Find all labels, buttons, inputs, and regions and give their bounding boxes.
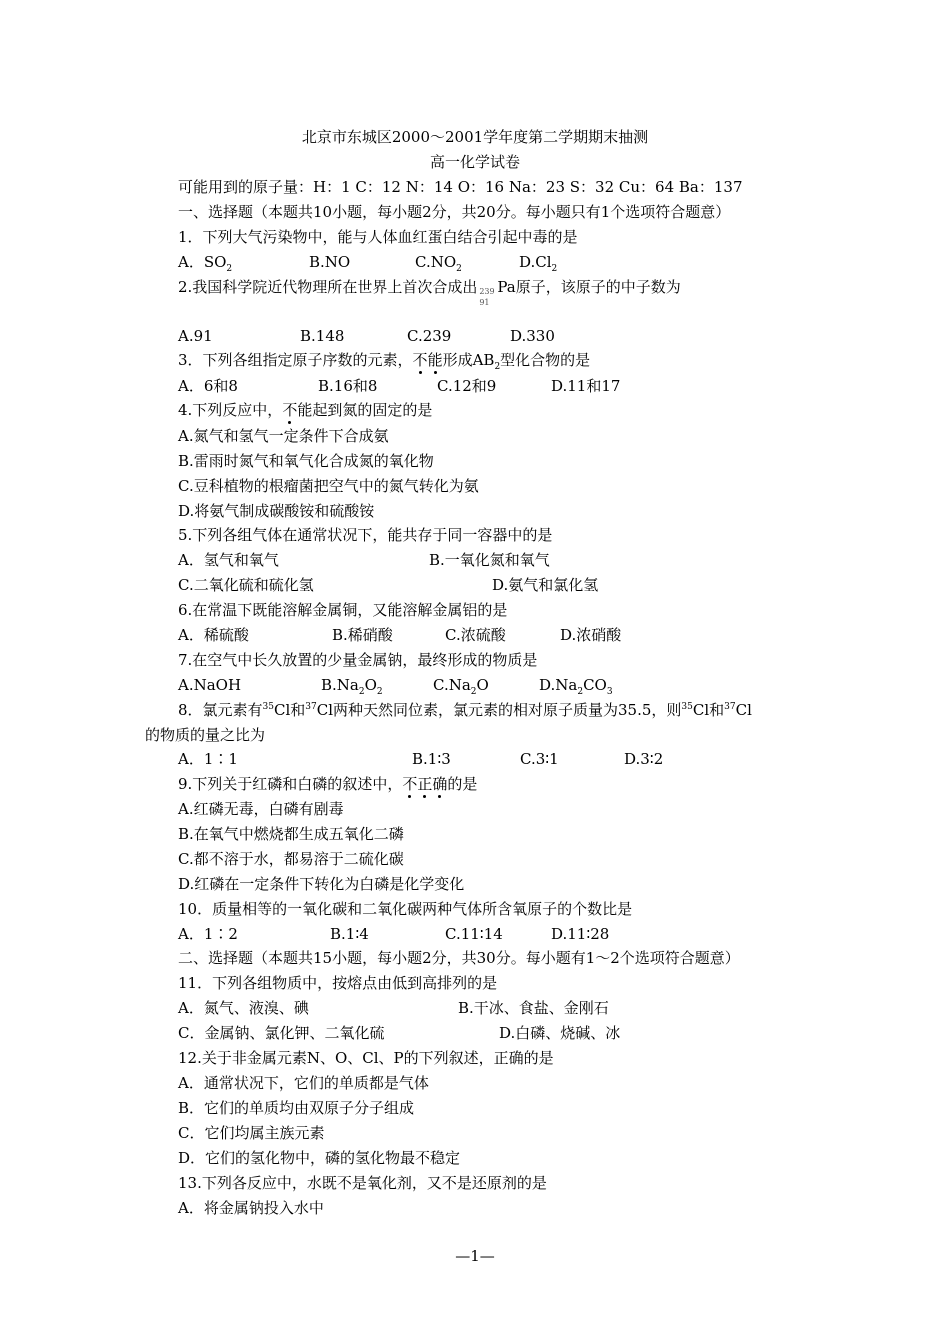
question-11-option-d: D.白磷、烧碱、冰 xyxy=(499,1024,621,1042)
question-6-option-b: B.稀硝酸 xyxy=(332,626,393,644)
question-8-option-b: B.1∶3 xyxy=(412,750,451,768)
question-13-stem: 13.下列各反应中，水既不是氧化剂，又不是还原剂的是 xyxy=(178,1174,547,1192)
section-heading-1: 一、选择题（本题共10小题，每小题2分，共20分。每小题只有1个选项符合题意） xyxy=(178,203,731,221)
page-subtitle: 高一化学试卷 xyxy=(429,153,520,171)
section-heading-2: 二、选择题（本题共15小题，每小题2分，共30分。每小题有1～2个选项符合题意） xyxy=(178,949,740,967)
question-10-stem: 10．质量相等的一氧化碳和二氧化碳两种气体所含氧原子的个数比是 xyxy=(178,900,633,918)
question-2-option-a: A.91 xyxy=(178,327,213,345)
question-9-option-a: A.红磷无毒，白磷有剧毒 xyxy=(178,800,344,818)
nuclide-notation: 239 91 xyxy=(479,287,495,307)
question-3-option-d: D.11和17 xyxy=(551,377,621,395)
question-2-option-c: C.239 xyxy=(407,327,452,345)
question-12-option-c: C．它们均属主族元素 xyxy=(178,1124,325,1142)
question-11-option-a: A．氮气、液溴、碘 xyxy=(178,999,309,1017)
question-10-option-a: A．1∶2 xyxy=(178,925,238,943)
question-1-option-c: $C.NO_2$ xyxy=(415,253,462,274)
question-12-option-a: A．通常状况下，它们的单质都是气体 xyxy=(178,1074,429,1092)
page-number: —1— xyxy=(455,1247,495,1265)
question-9-option-b: B.在氧气中燃烧都生成五氧化二磷 xyxy=(178,825,404,843)
question-6-option-a: A．稀硫酸 xyxy=(178,626,249,644)
question-12-stem: 12.关于非金属元素N、O、Cl、P的下列叙述，正确的是 xyxy=(178,1049,554,1067)
page-title: 北京市东城区2000～2001学年度第二学期期末抽测 xyxy=(301,128,649,146)
question-1-stem: 1．下列大气污染物中，能与人体血红蛋白结合引起中毒的是 xyxy=(178,228,578,246)
question-9-option-d: D.红磷在一定条件下转化为白磷是化学变化 xyxy=(178,875,465,893)
question-5-option-c: C.二氧化硫和硫化氢 xyxy=(178,576,314,594)
question-9-stem: 9.下列关于红磷和白磷的叙述中，不正确的是 xyxy=(178,775,478,793)
question-11-stem: 11．下列各组物质中，按熔点由低到高排列的是 xyxy=(178,974,498,992)
question-10-option-c: C.11∶14 xyxy=(445,925,503,943)
question-9-option-c: C.都不溶于水，都易溶于二硫化碳 xyxy=(178,850,404,868)
question-7-option-a: A.NaOH xyxy=(178,676,242,694)
question-6-stem: 6.在常温下既能溶解金属铜，又能溶解金属铝的是 xyxy=(178,601,508,619)
question-5-stem: 5.下列各组气体在通常状况下，能共存于同一容器中的是 xyxy=(178,526,553,544)
question-8-option-d: D.3∶2 xyxy=(624,750,664,768)
question-1-option-b: B.NO xyxy=(309,253,351,271)
question-3-option-c: C.12和9 xyxy=(437,377,497,395)
question-4-option-a: A.氮气和氢气一定条件下合成氨 xyxy=(178,427,389,445)
question-1-option-d: $D.Cl_2$ xyxy=(519,253,558,274)
question-2-option-d: D.330 xyxy=(510,327,555,345)
question-11-option-b: B.干冰、食盐、金刚石 xyxy=(458,999,609,1017)
question-8-option-a: A．1∶1 xyxy=(178,750,238,768)
question-12-option-d: D．它们的氢化物中，磷的氢化物最不稳定 xyxy=(178,1149,461,1167)
question-10-option-b: B.1∶4 xyxy=(330,925,369,943)
question-7-option-d: $D.Na_2CO_3$ xyxy=(539,676,613,697)
question-5-option-d: D.氨气和氯化氢 xyxy=(492,576,599,594)
question-2-option-b: B.148 xyxy=(300,327,345,345)
question-3-option-a: A．6和8 xyxy=(178,377,238,395)
question-6-option-c: C.浓硫酸 xyxy=(445,626,506,644)
question-6-option-d: D.浓硝酸 xyxy=(560,626,622,644)
question-4-stem: 4.下列反应中，不能起到氮的固定的是 xyxy=(178,401,433,419)
question-1-option-a: A．$SO_2$ xyxy=(178,253,233,274)
atomic-masses: 可能用到的原子量：H：1 C：12 N：14 O：16 Na：23 S：32 Cu：64 Ba：137 xyxy=(178,178,743,196)
question-11-option-c: C．金属钠、氯化钾、二氧化硫 xyxy=(178,1024,385,1042)
question-7-option-c: $C.Na_2O$ xyxy=(433,676,489,697)
question-5-option-a: A．氢气和氧气 xyxy=(178,551,279,569)
question-12-option-b: B．它们的单质均由双原子分子组成 xyxy=(178,1099,415,1117)
question-10-option-d: D.11∶28 xyxy=(551,925,610,943)
question-13-option-a: A．将金属钠投入水中 xyxy=(178,1199,324,1217)
question-3-option-b: B.16和8 xyxy=(318,377,378,395)
question-8-stem-continued: 的物质的量之比为 xyxy=(145,726,266,744)
question-3-stem: 3．下列各组指定原子序数的元素，不能形成$AB_2$型化合物的是 xyxy=(178,351,591,372)
question-2-stem: 2.我国科学院近代物理所在世界上首次合成出 239 91 Pa原子，该原子的中子数为 xyxy=(178,278,681,307)
question-8-stem: 8．氯元素有$^{35}$Cl和$^{37}$Cl两种天然同位素，氯元素的相对原子质量为35.5，则$^{35}$Cl和$^{37}$Cl xyxy=(178,701,752,719)
question-7-stem: 7.在空气中长久放置的少量金属钠，最终形成的物质是 xyxy=(178,651,538,669)
question-7-option-b: $B.Na_2O_2$ xyxy=(321,676,383,697)
question-8-option-c: C.3∶1 xyxy=(520,750,559,768)
question-4-option-d: D.将氨气制成碳酸铵和硫酸铵 xyxy=(178,502,375,520)
question-4-option-c: C.豆科植物的根瘤菌把空气中的氮气转化为氨 xyxy=(178,477,479,495)
question-5-option-b: B.一氧化氮和氧气 xyxy=(429,551,550,569)
question-4-option-b: B.雷雨时氮气和氧气化合成氮的氧化物 xyxy=(178,452,434,470)
